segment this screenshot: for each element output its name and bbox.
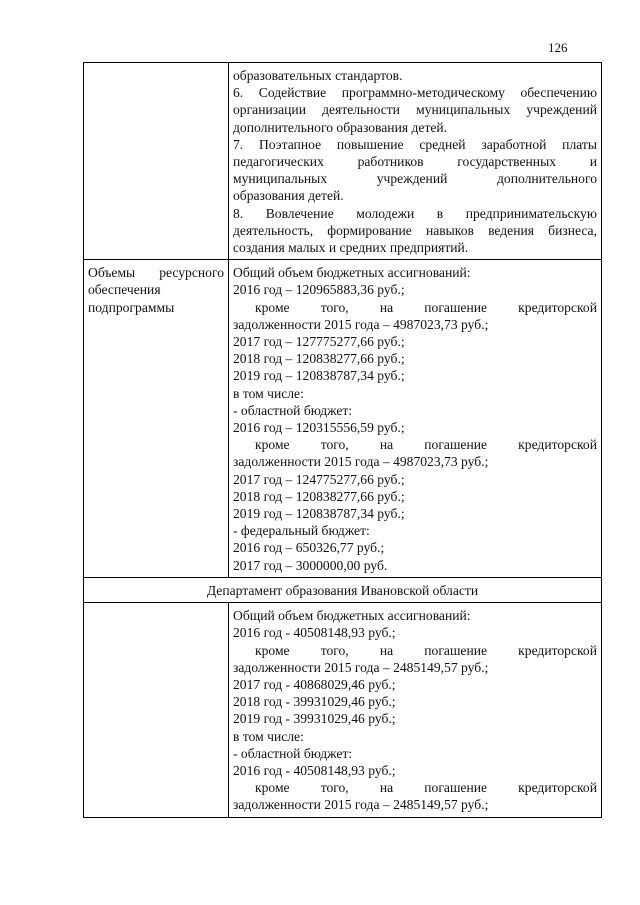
text-line: 2017 год – 3000000,00 руб. [233,557,388,573]
resources-content-cell [229,260,602,578]
text-line: задолженности 2015 года – 4987023,73 руб.; [233,454,489,470]
text-line: 2017 год - 40868029,46 руб.; [233,676,396,692]
text-line: 8. Вовлечение молодежи в предпринимательскую [233,205,597,221]
text-line: 2017 год – 127775277,66 руб.; [233,334,405,350]
text-line: образовательных стандартов. [233,68,403,83]
text-line: 2016 год – 120315556,59 руб.; [233,420,405,436]
text-line: кроме того, на погашение кредиторской [255,780,597,796]
table-row-department-budget [84,603,602,817]
text-line: задолженности 2015 года – 2485149,57 руб.; [233,797,489,813]
row1-content-cell [229,63,602,260]
text-line: 7. Поэтапное повышение средней заработной платы [233,136,597,152]
department-budget-cell [229,603,602,817]
text-line: педагогических работников государственных и [233,154,597,170]
resources-label-cell [84,260,229,578]
row1-label-cell [84,63,229,260]
text-line: 2019 год – 120838787,34 руб.; [233,368,405,384]
text-line: 6. Содействие программно-методическому обеспечению [233,85,597,101]
text-line: 2016 год - 40508148,93 руб.; [233,762,396,778]
text-line: 2017 год – 124775277,66 руб.; [233,471,405,487]
text-line: в том числе: [233,728,304,744]
text-line: задолженности 2015 года – 2485149,57 руб.; [233,659,489,675]
text-line: создания малых и средних предприятий. [233,240,469,256]
row4-label-cell [84,603,229,817]
table-row-department [84,577,602,602]
text-line: обеспечения [88,282,161,298]
text-line: Общий объем бюджетных ассигнований: [233,265,471,281]
text-line: Общий объем бюджетных ассигнований: [233,608,471,624]
text-line: 2019 год – 120838787,34 руб.; [233,506,405,522]
text-line: деятельность, формирование навыков ведения бизнеса, [233,222,597,238]
text-line: Объемы ресурсного [88,265,224,281]
text-line: кроме того, на погашение кредиторской [255,437,597,453]
page-number: 126 [548,40,568,55]
text-line: 2016 год – 120965883,36 руб.; [233,282,405,298]
text-line: организации деятельности муниципальных учреждений [233,102,597,118]
text-line: дополнительного образования детей. [233,119,448,135]
program-table [83,62,602,818]
text-line: подпрограммы [88,299,175,315]
text-line: в том числе: [233,385,304,401]
text-line: - областной бюджет: [233,745,353,761]
text-line: 2018 год - 39931029,46 руб.; [233,694,396,710]
department-header: Департамент образования Ивановской области [84,577,602,602]
text-line: - федеральный бюджет: [233,523,370,539]
text-line: кроме того, на погашение кредиторской [255,642,597,658]
table-row-tasks [84,63,602,260]
text-line: 2018 год – 120838277,66 руб.; [233,351,405,367]
text-line: кроме того, на погашение кредиторской [255,299,597,315]
text-line: образования детей. [233,188,344,204]
text-line: 2016 год – 650326,77 руб.; [233,540,385,556]
text-line: муниципальных учреждений дополнительного [233,171,597,187]
text-line: 2018 год – 120838277,66 руб.; [233,488,405,504]
text-line: - областной бюджет: [233,402,353,418]
text-line: 2016 год - 40508148,93 руб.; [233,625,396,641]
text-line: 2019 год - 39931029,46 руб.; [233,711,396,727]
text-line: задолженности 2015 года – 4987023,73 руб.; [233,316,489,332]
table-row-resources [84,260,602,578]
